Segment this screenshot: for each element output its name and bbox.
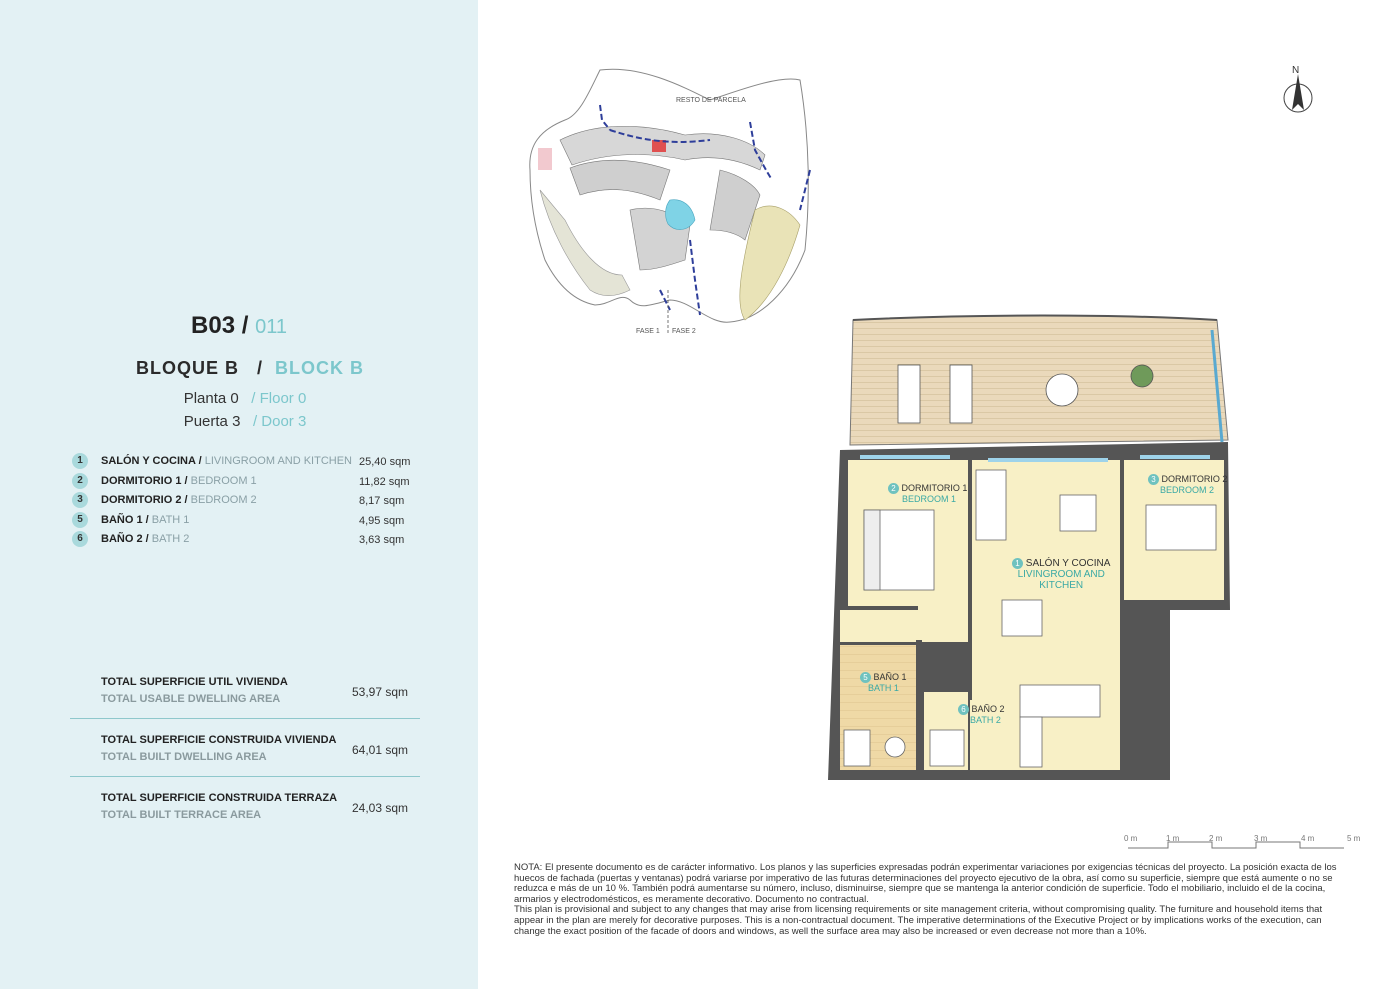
compass-north-label: N xyxy=(1292,65,1300,76)
scale-label: 3 m xyxy=(1254,834,1268,843)
room-label-en: BATH 1 xyxy=(868,683,899,693)
room-label-es: BAÑO 2 xyxy=(971,704,1005,714)
block-en: BLOCK B xyxy=(275,358,365,378)
unit-code-sub: 011 xyxy=(255,316,287,338)
room-label-es: SALÓN Y COCINA xyxy=(1025,558,1111,569)
total-label-es: TOTAL SUPERFICIE CONSTRUIDA VIVIENDA xyxy=(101,734,337,746)
sunbed-icon xyxy=(898,365,920,423)
scale-label: 0 m xyxy=(1124,834,1138,843)
room-label-en: BATH 2 xyxy=(970,715,1001,725)
total-usable-area xyxy=(101,676,431,705)
note-en: This plan is provisional and subject to any changes that may arise from licensing requirements or site management criteria, without compromising quality. The furniture and household items that appear in the plan are merely for decorative purposes. This is a non-contractual document. The imperative determinations of the Executive Project or by implications works of the execution, can change the exact position of the facade of doors and windows, as well the surface area may also be increased or even decrease not more than a 10%. xyxy=(514,904,1323,937)
room-name-en: BATH 1 xyxy=(151,513,190,526)
scale-label: 2 m xyxy=(1209,834,1223,843)
bed-icon xyxy=(1146,505,1216,550)
site-label-phase1: FASE 1 xyxy=(636,328,660,335)
room-label-en: BEDROOM 1 xyxy=(902,494,957,504)
table-icon xyxy=(1060,495,1096,531)
washer-icon xyxy=(885,737,905,757)
compass-icon xyxy=(1278,62,1318,124)
total-built-area xyxy=(101,734,431,763)
room-label-en: BEDROOM 2 xyxy=(1160,485,1215,495)
scale-label: 1 m xyxy=(1166,834,1180,843)
pillow-icon xyxy=(864,510,880,590)
wall xyxy=(916,640,922,770)
room-item xyxy=(72,452,422,472)
room-badge: 5 xyxy=(860,672,871,683)
room-area: 4,95 sqm xyxy=(359,514,405,527)
room-label-es: BAÑO 1 xyxy=(873,672,907,682)
room-number-badge: 2 xyxy=(72,473,88,489)
divider xyxy=(70,718,420,719)
room-name-en: LIVINGROOM AND KITCHEN xyxy=(204,455,352,467)
room-badge: 3 xyxy=(1148,474,1159,485)
kitchen-counter-icon xyxy=(1020,717,1042,767)
total-value: 24,03 sqm xyxy=(352,801,409,815)
label-bedroom-2 xyxy=(1148,474,1227,495)
divider xyxy=(70,776,420,777)
room-name xyxy=(101,533,189,545)
bedroom-1-closet xyxy=(840,610,968,642)
info-panel xyxy=(0,0,478,989)
room-area: 8,17 sqm xyxy=(359,495,405,507)
room-area: 11,82 sqm xyxy=(359,475,410,488)
disclaimer-note xyxy=(514,863,1340,937)
total-label-es: TOTAL SUPERFICIE CONSTRUIDA TERRAZA xyxy=(101,792,338,804)
door-line xyxy=(0,413,490,430)
site-plan xyxy=(510,60,830,345)
window xyxy=(860,455,950,459)
scale-bar xyxy=(1120,840,1360,852)
block-title xyxy=(0,358,500,379)
room-number-badge: 5 xyxy=(72,512,88,528)
label-living xyxy=(1012,558,1110,591)
wall xyxy=(840,606,918,610)
total-label-en: TOTAL USABLE DWELLING AREA xyxy=(101,693,281,705)
room-name-es: DORMITORIO 1 / xyxy=(101,474,191,487)
room-number-badge: 1 xyxy=(72,453,88,469)
floor-en: / Floor 0 xyxy=(251,390,307,407)
room-name-en: BEDROOM 1 xyxy=(190,474,257,487)
floor-line xyxy=(0,390,490,407)
block-slash: / xyxy=(257,358,264,378)
room-name-en: BEDROOM 2 xyxy=(190,494,257,506)
plant-icon xyxy=(1131,365,1153,387)
scale-label: 5 m xyxy=(1347,834,1361,843)
wall xyxy=(968,460,972,700)
floor-plan xyxy=(820,310,1240,790)
total-value: 53,97 sqm xyxy=(352,685,409,699)
room-item xyxy=(72,511,422,531)
shower-icon xyxy=(844,730,870,766)
room-name-es: DORMITORIO 2 / xyxy=(101,494,191,506)
scale-label: 4 m xyxy=(1301,834,1315,843)
shower-icon xyxy=(930,730,964,766)
door-en: / Door 3 xyxy=(252,413,307,430)
door-es: Puerta 3 xyxy=(183,413,241,430)
floor-es: Planta 0 xyxy=(183,390,239,407)
room-number-badge: 6 xyxy=(72,531,88,547)
room-name xyxy=(101,455,352,467)
window xyxy=(988,458,1108,462)
sofa-icon xyxy=(976,470,1006,540)
compass-needle xyxy=(1292,74,1304,110)
total-label-es: TOTAL SUPERFICIE UTIL VIVIENDA xyxy=(101,676,288,688)
room-item xyxy=(72,472,422,492)
room-item xyxy=(72,530,422,550)
room-name-es: BAÑO 2 / xyxy=(101,533,152,545)
unit-code-main: B03 / xyxy=(191,312,249,339)
block-es: BLOQUE B xyxy=(135,358,239,378)
sunbed-icon xyxy=(950,365,972,423)
room-name xyxy=(101,475,257,487)
wall xyxy=(1120,460,1124,600)
room-label-en: LIVINGROOM AND xyxy=(1017,569,1105,580)
room-name-es: BAÑO 1 / xyxy=(101,513,152,526)
room-name xyxy=(101,494,257,506)
room-label-es: DORMITORIO 2 xyxy=(1161,474,1228,484)
room-name-en: BATH 2 xyxy=(151,533,190,545)
room-area: 25,40 sqm xyxy=(359,456,411,468)
site-label-parcel: RESTO DE PARCELA xyxy=(676,97,746,104)
room-name-es: SALÓN Y COCINA / xyxy=(101,455,205,467)
site-label-phase2: FASE 2 xyxy=(672,328,696,335)
wall xyxy=(924,688,970,692)
label-bath-2 xyxy=(958,704,1005,725)
room-badge: 6 xyxy=(958,704,969,715)
room-badge: 1 xyxy=(1012,558,1023,569)
dining-table-icon xyxy=(1002,600,1042,636)
window xyxy=(1140,455,1210,459)
room-label-en: KITCHEN xyxy=(1039,580,1084,591)
label-bedroom-1 xyxy=(888,483,967,504)
note-es: NOTA: El presente documento es de carácter informativo. Los planos y las superficies expresadas podrán experimentar variaciones por exigencias técnicas del proyecto. La posición exacta de los huecos de fachada (puertas y ventanas) podrá variarse por imperativo de las futuras determinaciones del proyecto ejecutivo de la obra, así como su superficie, siempre que está aumente o no se reduzca e más de un 10 %. También podrá aumentarse su número, incluso, disminuirse, siempre que se mantenga la anterior condición de superficie. Todo el mobiliario, incluido el de la cocina, armarios y electrodomésticos, es meramente decorativo. Documento no contractual. xyxy=(514,862,1337,905)
room-area: 3,63 sqm xyxy=(359,534,405,546)
total-label-en: TOTAL BUILT DWELLING AREA xyxy=(101,751,267,763)
room-badge: 2 xyxy=(888,483,899,494)
room-item xyxy=(72,491,422,511)
patio-table-icon xyxy=(1046,374,1078,406)
label-bath-1 xyxy=(860,672,907,693)
pink-area xyxy=(538,148,552,170)
room-list xyxy=(72,452,422,550)
room-name xyxy=(101,514,189,526)
room-label-es: DORMITORIO 1 xyxy=(901,483,968,493)
kitchen-counter-icon xyxy=(1020,685,1100,717)
total-label-en: TOTAL BUILT TERRACE AREA xyxy=(101,809,262,821)
unit-code xyxy=(0,312,478,340)
total-value: 64,01 sqm xyxy=(352,743,409,757)
room-number-badge: 3 xyxy=(72,492,88,508)
total-terrace-area xyxy=(101,792,431,821)
